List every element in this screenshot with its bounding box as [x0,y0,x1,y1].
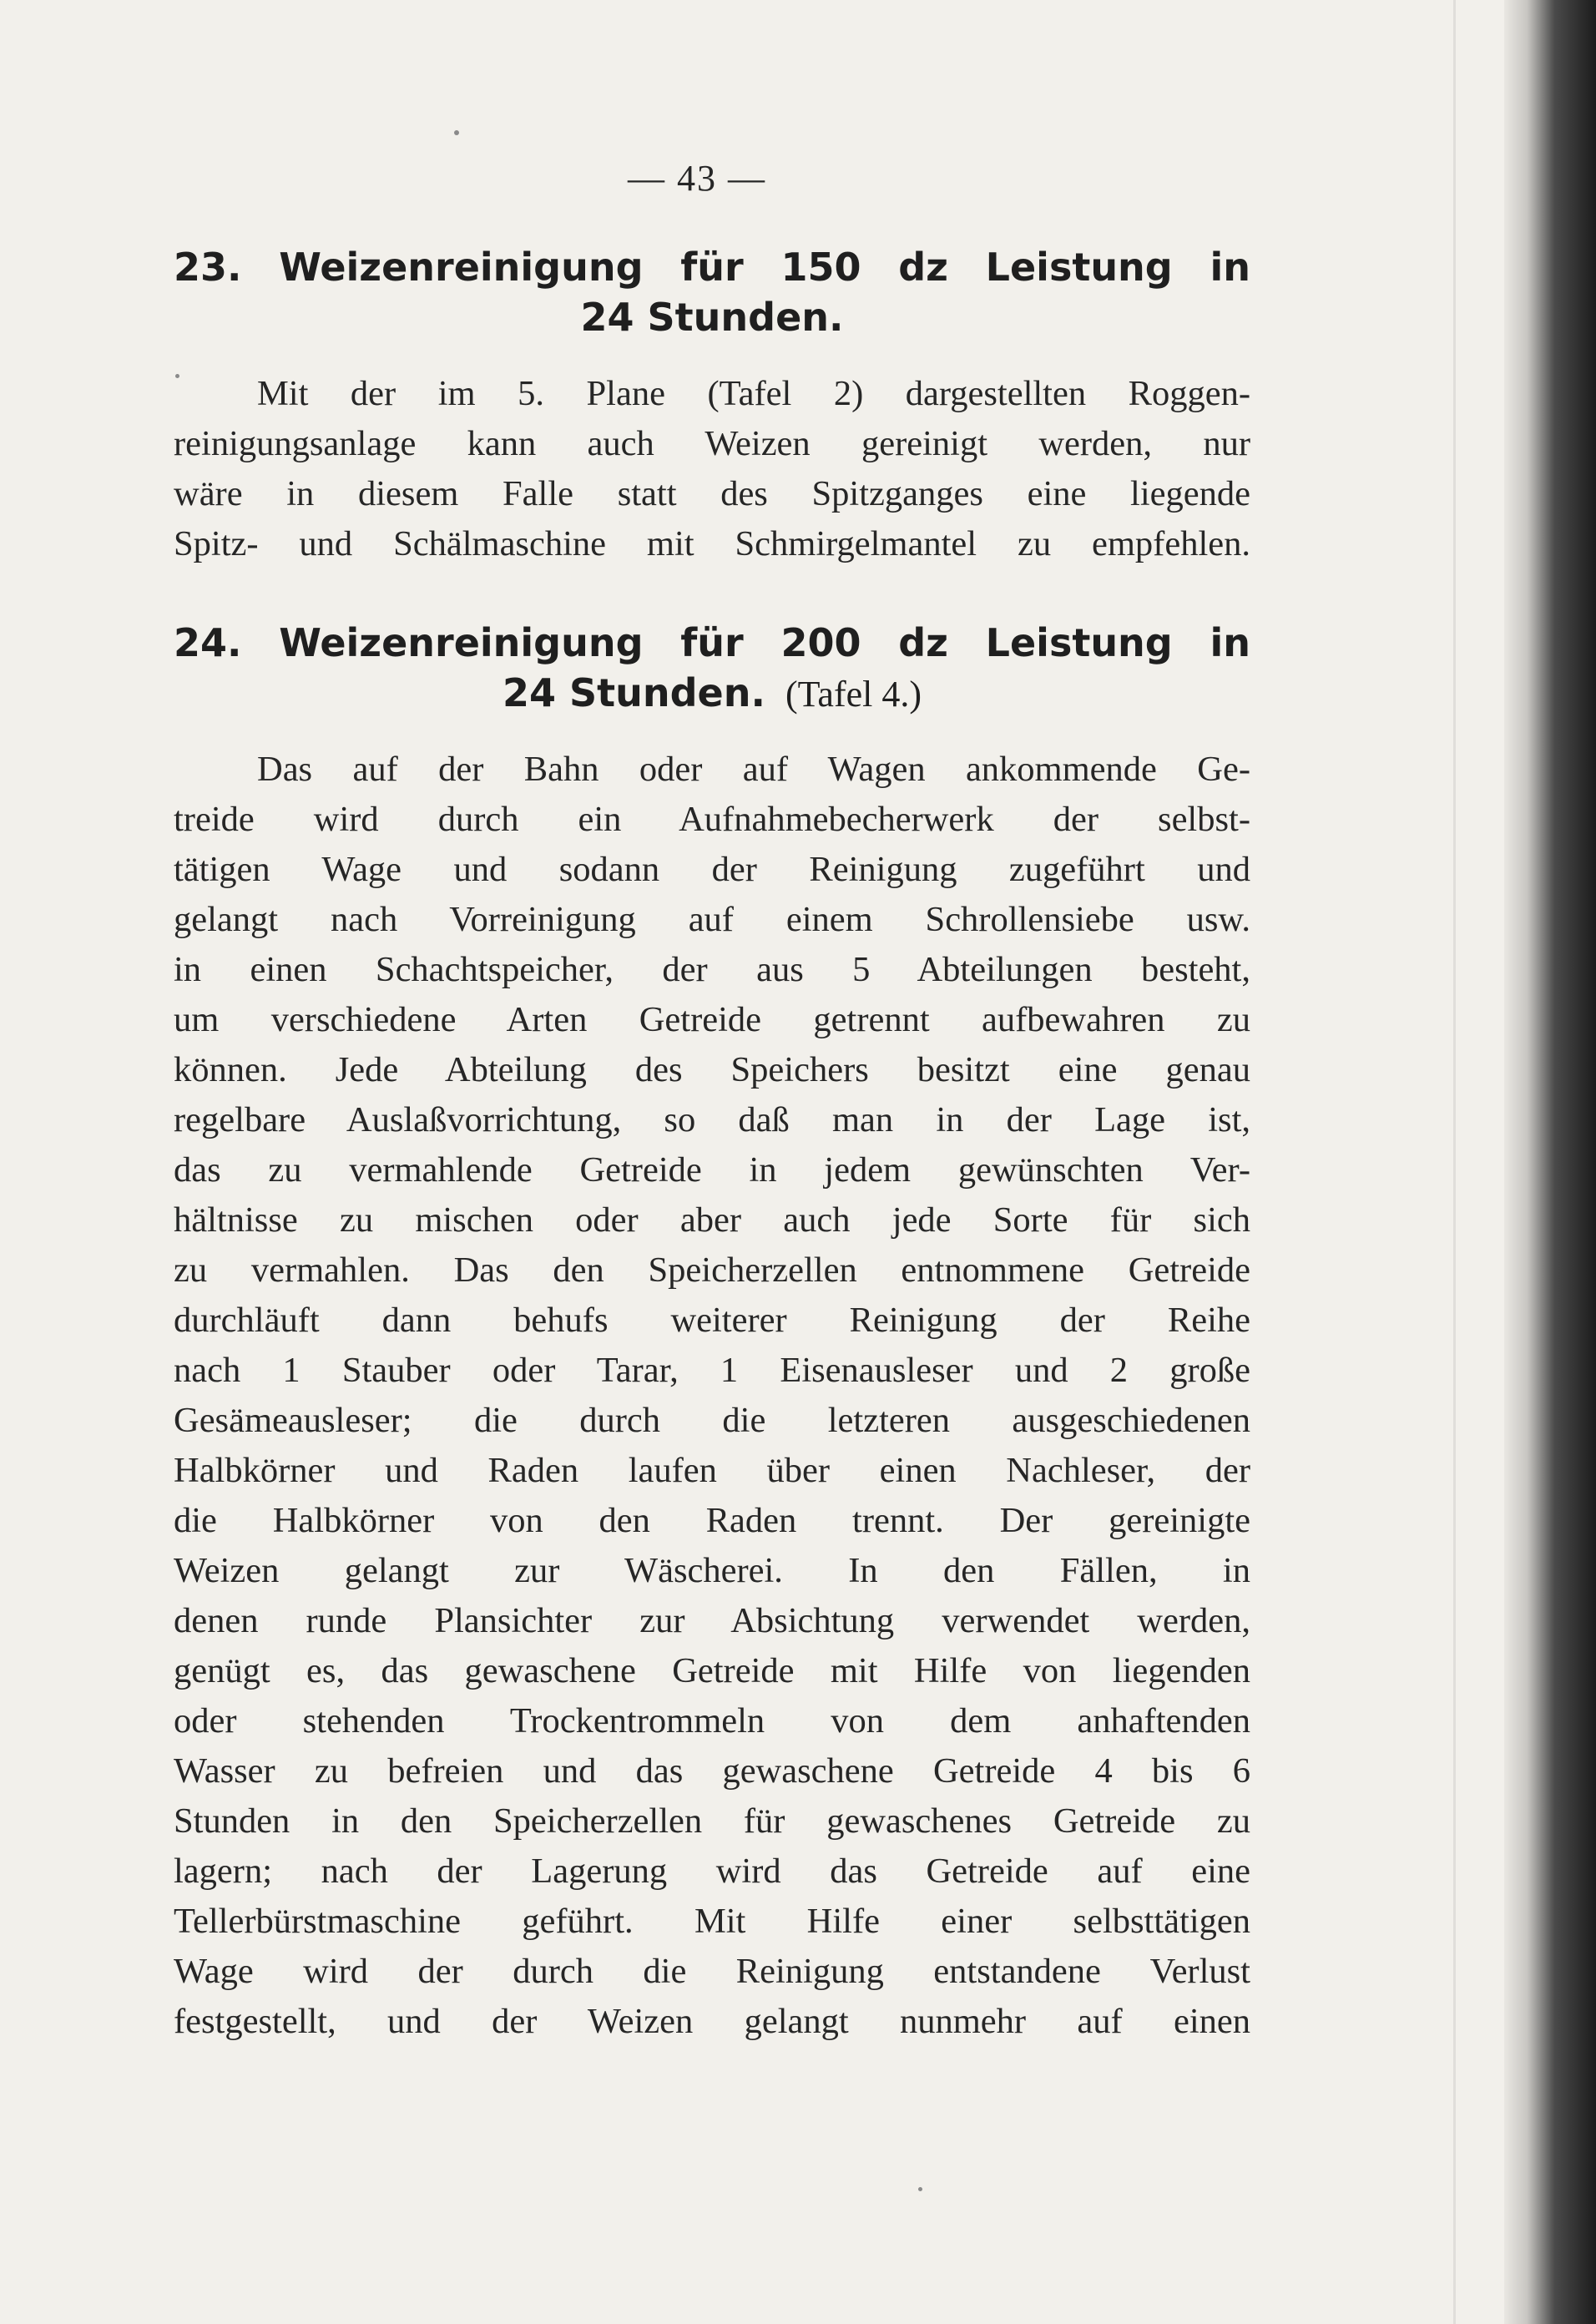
text-line: durchläuft dann behufs weiterer Reinigung der Reihe [174,1301,1250,1340]
text-line: das zu vermahlende Getreide in jedem gewünschten Ver- [174,1150,1250,1190]
page-number: — 43 — [628,158,766,199]
section-heading-23 [174,242,1250,342]
text-line: reinigungsanlage kann auch Weizen gereinigt werden, nur [174,424,1250,463]
page-edge [1453,0,1456,2324]
heading-line: 23. Weizenreinigung für 150 dz Leistung in [174,245,1250,290]
text-line: Mit der im 5. Plane (Tafel 2) dargestellten Roggen- [257,374,1250,413]
text-line: treide wird durch ein Aufnahmebecherwerk der selbst- [174,800,1250,839]
text-line: in einen Schachtspeicher, der aus 5 Abteilungen besteht, [174,950,1250,989]
page-shadow [1504,0,1596,2324]
text-line: oder stehenden Trockentrommeln von dem anhaftenden [174,1701,1250,1740]
text-line: nach 1 Stauber oder Tarar, 1 Eisenausleser und 2 große [174,1351,1250,1390]
text-line: tätigen Wage und sodann der Reinigung zugeführt und [174,850,1250,889]
text-line: gelangt nach Vorreinigung auf einem Schrollensiebe usw. [174,900,1250,939]
text-line: Gesämeausleser; die durch die letzteren ausgeschiedenen [174,1401,1250,1440]
heading-line: 24. Weizenreinigung für 200 dz Leistung in [174,620,1250,665]
text-line: die Halbkörner von den Raden trennt. Der gereinigte [174,1501,1250,1540]
text-line: zu vermahlen. Das den Speicherzellen entnommene Getreide [174,1250,1250,1290]
text-line: regelbare Auslaßvorrichtung, so daß man in der Lage ist, [174,1100,1250,1139]
text-line: Spitz- und Schälmaschine mit Schmirgelmantel zu empfehlen. [174,524,1250,563]
text-line: Tellerbürstmaschine geführt. Mit Hilfe einer selbsttätigen [174,1902,1250,1941]
heading-text: 24 Stunden. [502,670,765,715]
heading-line: 24 Stunden. [580,295,844,340]
text-line: Das auf der Bahn oder auf Wagen ankommende Ge- [257,750,1250,789]
paper-speck [454,130,459,135]
text-line: Wasser zu befreien und das gewaschene Getreide 4 bis 6 [174,1751,1250,1791]
text-line: hältnisse zu mischen oder aber auch jede Sorte für sich [174,1200,1250,1240]
text-line: Weizen gelangt zur Wäscherei. In den Fällen, in [174,1551,1250,1590]
paragraph-24 [174,745,1250,2047]
plate-reference: (Tafel 4.) [785,674,922,715]
text-line: Stunden in den Speicherzellen für gewaschenes Getreide zu [174,1801,1250,1841]
section-heading-24 [174,618,1250,720]
text-line: festgestellt, und der Weizen gelangt nunmehr auf einen [174,2002,1250,2041]
heading-line-2 [174,668,1250,720]
text-line: wäre in diesem Falle statt des Spitzganges eine liegende [174,474,1250,513]
text-line: lagern; nach der Lagerung wird das Getreide auf eine [174,1852,1250,1891]
text-line: um verschiedene Arten Getreide getrennt aufbewahren zu [174,1000,1250,1039]
text-line: Halbkörner und Raden laufen über einen Nachleser, der [174,1451,1250,1490]
text-line: können. Jede Abteilung des Speichers besitzt eine genau [174,1050,1250,1089]
text-line: denen runde Plansichter zur Absichtung verwendet werden, [174,1601,1250,1640]
paragraph-23 [174,369,1250,569]
text-line: genügt es, das gewaschene Getreide mit Hilfe von liegenden [174,1651,1250,1690]
text-line: Wage wird der durch die Reinigung entstandene Verlust [174,1952,1250,1991]
paper-speck [918,2187,922,2191]
